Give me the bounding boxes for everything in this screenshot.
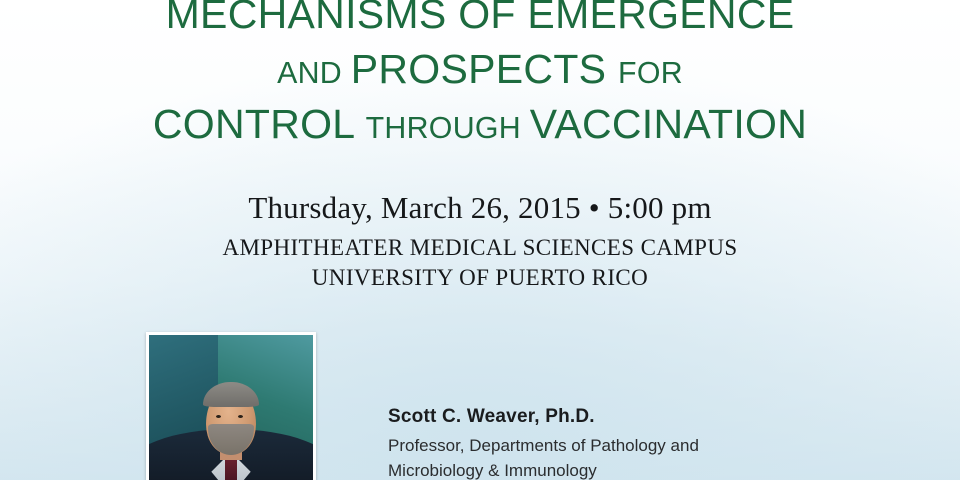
event-venue-line-2: UNIVERSITY OF PUERTO RICO	[311, 265, 649, 290]
poster-title	[0, 0, 960, 145]
title-line-2	[0, 45, 960, 92]
speaker-role-line-2: Microbiology & Immunology	[388, 460, 597, 480]
speaker-photo	[146, 332, 316, 480]
speaker-name: Scott C. Weaver, Ph.D.	[388, 406, 595, 427]
title-line-3	[0, 100, 960, 147]
title-line-3-through: THROUGH	[365, 111, 530, 145]
speaker-role-line-1: Professor, Departments of Pathology and	[388, 436, 699, 455]
title-line-2-prospects: PROSPECTS	[350, 45, 619, 92]
event-venue-line-1: AMPHITHEATER MEDICAL SCIENCES CAMPUS	[222, 235, 738, 260]
speaker-info	[388, 406, 699, 480]
photo-tie	[225, 457, 236, 480]
event-date-time: Thursday, March 26, 2015 • 5:00 pm	[248, 190, 712, 225]
title-line-1: MECHANISMS OF EMERGENCE	[165, 0, 795, 37]
speaker-photo-image	[149, 335, 313, 480]
title-line-2-and: AND	[277, 56, 351, 90]
title-line-2-for: FOR	[618, 56, 683, 90]
event-details	[0, 190, 960, 291]
photo-eye-left	[216, 415, 221, 418]
title-line-3-vaccination: VACCINATION	[529, 100, 808, 147]
title-line-3-control: CONTROL	[152, 100, 366, 147]
photo-eye-right	[238, 415, 243, 418]
